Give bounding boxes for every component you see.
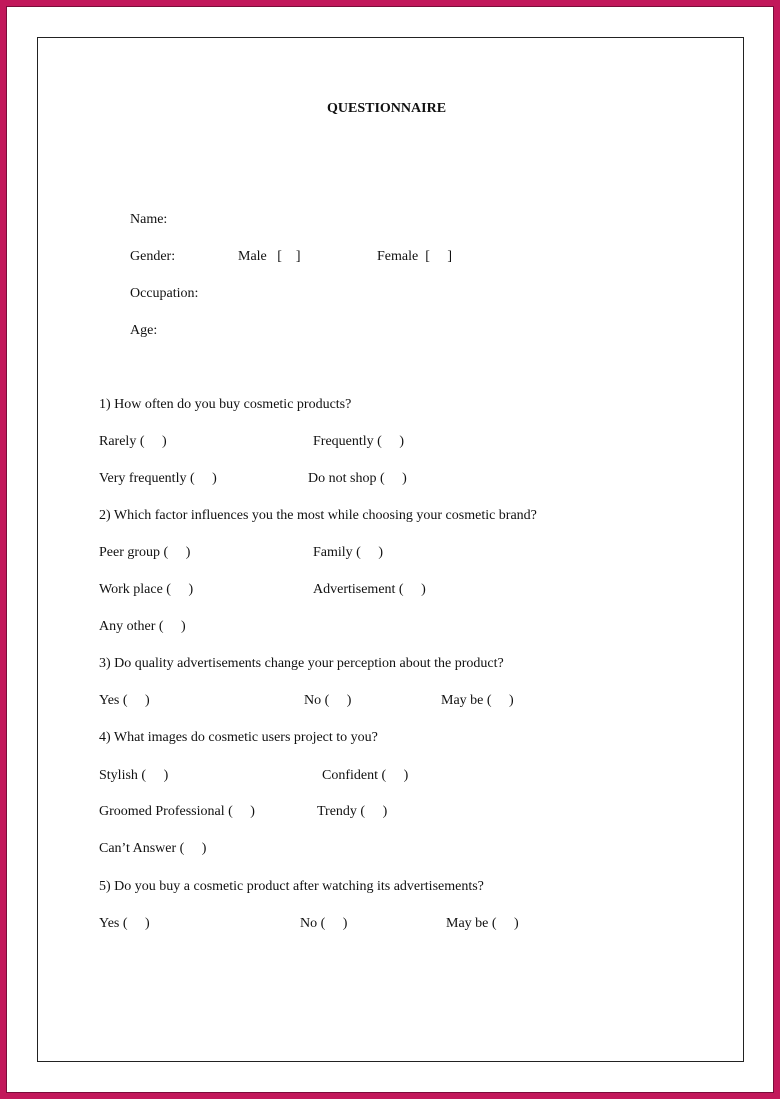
- option-groomed-professional[interactable]: Groomed Professional ( ): [99, 804, 255, 819]
- question-4: 4) What images do cosmetic users project to you?: [99, 730, 378, 745]
- option-may-be[interactable]: May be ( ): [441, 693, 514, 708]
- gender-option-female[interactable]: Female [ ]: [377, 249, 453, 264]
- option-may-be[interactable]: May be ( ): [446, 916, 519, 931]
- option-yes[interactable]: Yes ( ): [99, 916, 150, 931]
- option-trendy[interactable]: Trendy ( ): [317, 804, 388, 819]
- option-no[interactable]: No ( ): [304, 693, 352, 708]
- option-do-not-shop[interactable]: Do not shop ( ): [308, 471, 407, 486]
- option-confident[interactable]: Confident ( ): [322, 768, 409, 783]
- question-1: 1) How often do you buy cosmetic products?: [99, 397, 352, 412]
- option-family[interactable]: Family ( ): [313, 545, 383, 560]
- gender-label: Gender:: [130, 249, 176, 264]
- questionnaire-page: [37, 37, 744, 1062]
- option-yes[interactable]: Yes ( ): [99, 693, 150, 708]
- option-advertisement[interactable]: Advertisement ( ): [313, 582, 426, 597]
- name-label: Name:: [130, 212, 168, 227]
- option-no[interactable]: No ( ): [300, 916, 348, 931]
- option-any-other[interactable]: Any other ( ): [99, 619, 186, 634]
- option-stylish[interactable]: Stylish ( ): [99, 768, 169, 783]
- page-title: QUESTIONNAIRE: [327, 101, 447, 116]
- question-3: 3) Do quality advertisements change your perception about the product?: [99, 656, 504, 671]
- question-2: 2) Which factor influences you the most while choosing your cosmetic brand?: [99, 508, 537, 523]
- gender-option-male[interactable]: Male [ ]: [238, 249, 301, 264]
- option-rarely[interactable]: Rarely ( ): [99, 434, 167, 449]
- option-frequently[interactable]: Frequently ( ): [313, 434, 404, 449]
- option-very-frequently[interactable]: Very frequently ( ): [99, 471, 217, 486]
- occupation-label: Occupation:: [130, 286, 199, 301]
- option-work-place[interactable]: Work place ( ): [99, 582, 194, 597]
- option-peer-group[interactable]: Peer group ( ): [99, 545, 191, 560]
- question-5: 5) Do you buy a cosmetic product after watching its advertisements?: [99, 879, 484, 894]
- option-cant-answer[interactable]: Can’t Answer ( ): [99, 841, 207, 856]
- age-label: Age:: [130, 323, 158, 338]
